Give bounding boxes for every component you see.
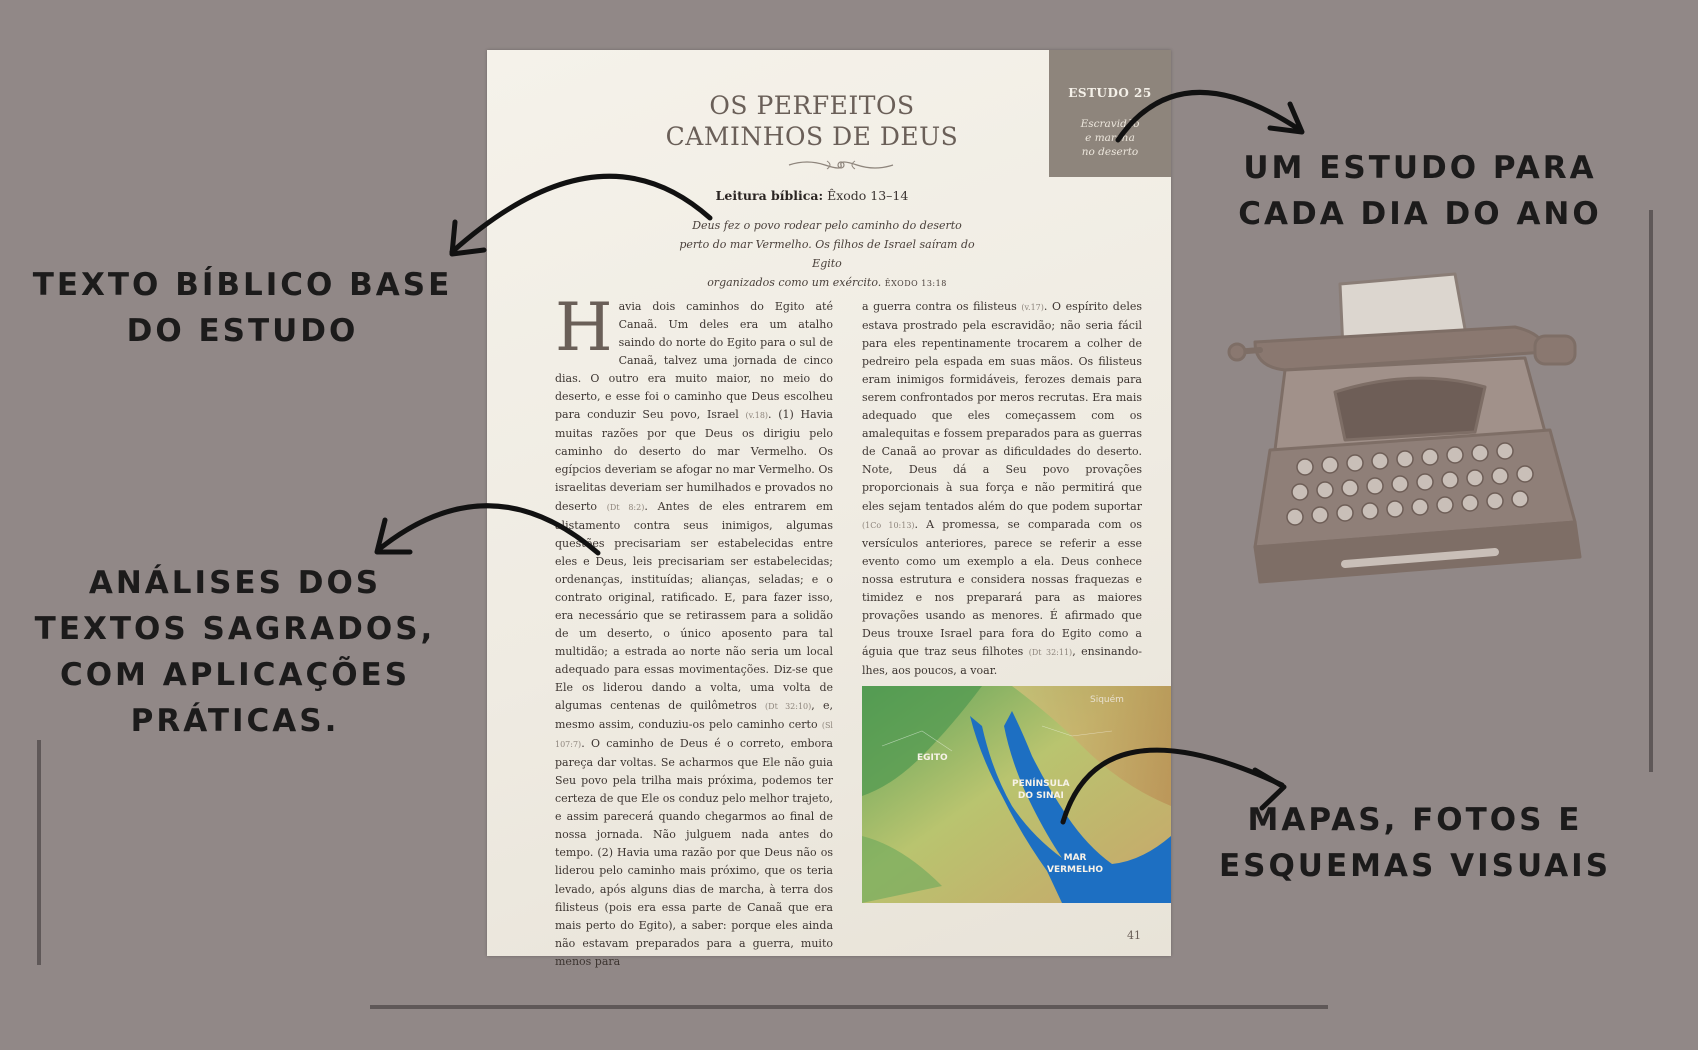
- body-text: avia dois caminhos do Egito até Canaã. Um deles era um atalho saindo do norte do Egito para o sul de Canaã, talvez uma jornada de cinco dias. O outro era muito maior, no meio do deserto, e esse foi o caminho que Deus escolheu para conduzir Seu povo, Israel: [555, 300, 833, 422]
- verse-reference: ÊXODO 13:18: [884, 279, 947, 288]
- title-line: CAMINHOS DE DEUS: [665, 122, 959, 151]
- body-text: . (1) Havia muitas razões por que Deus os dirigiu pelo caminho do deserto do mar Vermelho. Os egípcios deveriam se afogar no mar Vermelho. Os israelitas deveriam ser humilhados e provados no deserto: [555, 408, 833, 513]
- body-text: . A promessa, se comparada com os versículos anteriores, parece se referir a esse evento como um exemplo a ela. Deus conhece nossa estrutura e considera nossas fraquezas e timidez e nos preparará para as maiores provações usando as menores. É afirmado que Deus trouxe Israel para fora do Egito como a águia que traz seus filhotes: [862, 517, 1142, 658]
- body-text: a guerra contra os filisteus: [862, 300, 1022, 313]
- scripture-ref: (1Co 10:13): [862, 520, 915, 530]
- callout-line: ANÁLISES DOS: [88, 565, 382, 601]
- map-label-line: MAR: [1063, 853, 1087, 863]
- body-text: , ensinando-lhes, aos poucos, a voar.: [862, 644, 1143, 677]
- map-label-line: PENÍNSULA: [1012, 779, 1070, 789]
- verse-line: Deus fez o povo rodear pelo caminho do deserto: [692, 219, 962, 232]
- study-subtitle-line: e marcha: [1085, 132, 1135, 144]
- reading-label: Leitura bíblica:: [715, 188, 824, 203]
- scripture-ref: (v.17): [1021, 303, 1044, 312]
- callout-line: TEXTO BÍBLICO BASE: [32, 267, 453, 303]
- scripture-ref: (Dt 8:2): [606, 502, 645, 512]
- verse-text: organizados como um exército.: [707, 276, 882, 289]
- scripture-ref: (v.18): [745, 411, 769, 421]
- callout-line: DO ESTUDO: [126, 313, 359, 349]
- body-text: . O espírito deles estava prostrado pela escravidão; não seria fácil para eles repentinamente trocarem a colher de pedreiro pela espada em suas mãos. Os filisteus eram inimigos formidáveis, ferozes demais para serem confrontados por meros recrutas. Era mais adequado que eles começassem com os amalequitas e fossem preparados para as guerras de Canaã ao provar as dificuldades do deserto. Note, Deus dá a Seu povo provações proporcionais à sua força e não permitirá que eles sejam tentados além do que podem suportar: [862, 300, 1142, 513]
- study-number: ESTUDO 25: [1068, 86, 1152, 100]
- map-label-top: Siquém: [1090, 695, 1124, 705]
- callout-line: TEXTOS SAGRADOS,: [34, 611, 436, 647]
- drop-cap: H: [555, 289, 613, 366]
- map-label-egypt: EGITO: [917, 753, 948, 763]
- callout-line: UM ESTUDO PARA: [1243, 150, 1597, 186]
- scripture-ref: (Sl 107:7): [555, 721, 833, 750]
- body-text: , e, mesmo assim, conduziu-os pelo caminho certo: [555, 699, 833, 732]
- title-line: OS PERFEITOS: [709, 91, 915, 120]
- callout-line: COM APLICAÇÕES: [59, 657, 411, 693]
- callout-line: MAPAS, FOTOS E: [1247, 802, 1583, 838]
- verse-line: perto do mar Vermelho. Os filhos de Israel saíram do Egito: [679, 238, 975, 270]
- callout-line: PRÁTICAS.: [130, 703, 340, 739]
- map-label-line: DO SINAI: [1017, 791, 1064, 801]
- scripture-ref: (Dt 32:10): [765, 702, 812, 712]
- body-text: . Antes de eles entrarem em alistamento contra seus inimigos, algumas questões precisariam ser estabelecidas entre eles e Deus, leis precisariam ser estabelecidas; ordenanças, instituídas; alianças, seladas; e o contrato original, ratificado. E, para fazer isso, era necessário que se retirassem para a solidão de um deserto, o único aposento para tal multidão; a estrada ao norte não seria um local adequado para essas movimentações. Diz-se que Ele os liderou dando a volta, uma volta de algumas centenas de quilômetros: [555, 499, 833, 713]
- body-text: . O caminho de Deus é o correto, embora pareça dar voltas. Se acharmos que Ele não guia Seu povo pela trilha mais próxima, podemos ter certeza de que Ele os conduz pelo melhor trajeto, e assim parecerá quando chegarmos ao final de nossa jornada. Não julguem nada antes do tempo. (2) Havia uma razão por que Deus não os liderou pelo caminho mais próximo, que os teria levado, após alguns dias de marcha, à terra dos filisteus (pois era essa parte de Canaã que era mais perto do Egito), a saber: porque eles ainda não estavam preparados para a guerra, muito menos para: [555, 737, 833, 968]
- reading-reference: Êxodo 13–14: [827, 188, 909, 203]
- callout-line: ESQUEMAS VISUAIS: [1218, 848, 1612, 884]
- study-subtitle-line: no deserto: [1081, 146, 1139, 158]
- page-number: 41: [1127, 929, 1141, 942]
- scripture-ref: (Dt 32:11): [1028, 647, 1073, 657]
- study-subtitle-line: Escravidão: [1080, 118, 1140, 130]
- callout-line: CADA DIA DO ANO: [1238, 196, 1602, 232]
- map-label-line: VERMELHO: [1047, 865, 1104, 875]
